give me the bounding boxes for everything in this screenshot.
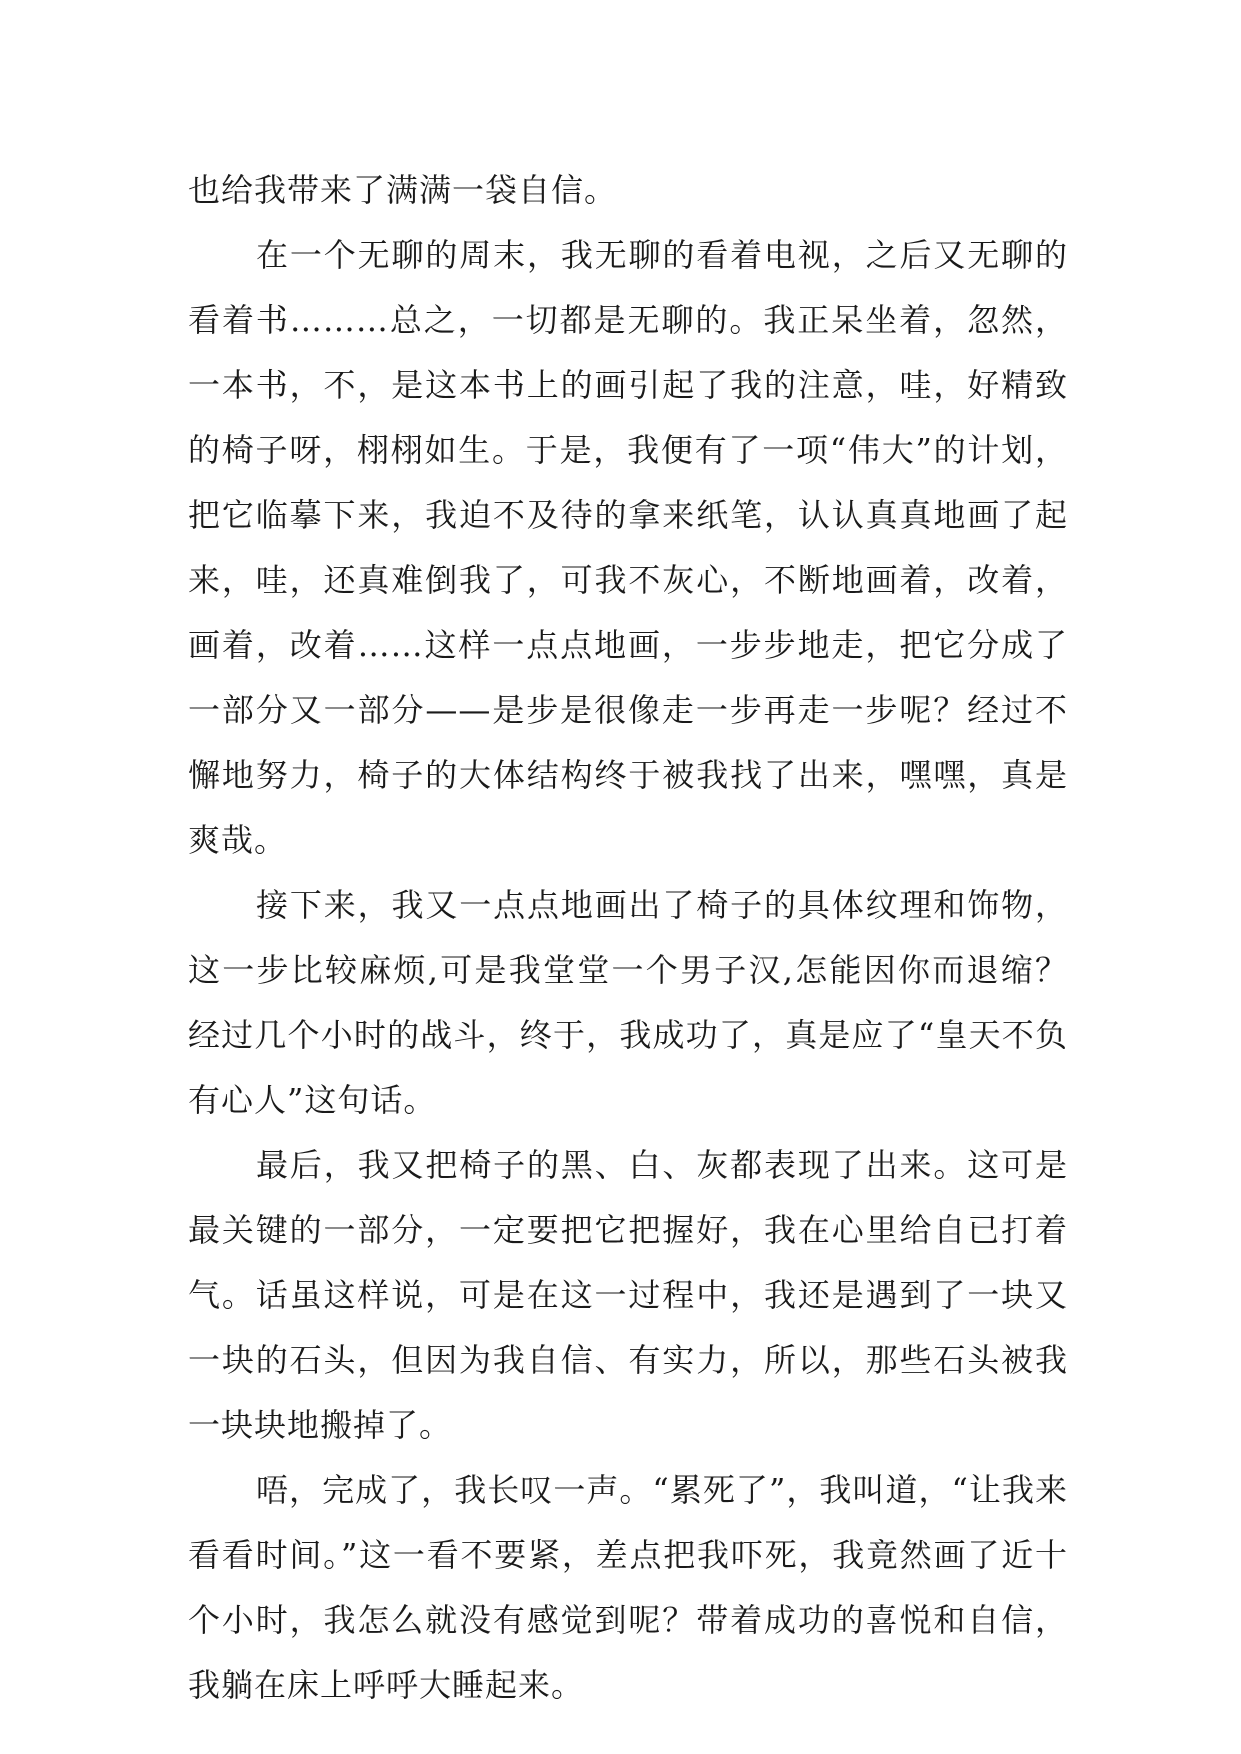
paragraph-5: 唔，完成了，我长叹一声。“累死了”，我叫道，“让我来看看时间。”这一看不要紧，差点把我吓死，我竟然画了近十个小时，我怎么就没有感觉到呢？带着成功的喜悦和自信，我躺在床上呼呼大睡起来。 — [188, 1471, 1068, 1704]
paragraph-4: 最后，我又把椅子的黑、白、灰都表现了出来。这可是最关键的一部分，一定要把它把握好，我在心里给自已打着气。话虽这样说，可是在这一过程中，我还是遇到了一块又一块的石头，但因为我自信、有实力，所以，那些石头被我一块块地搬掉了。 — [188, 1146, 1068, 1444]
document-body — [188, 158, 1068, 1718]
paragraph-2: 在一个无聊的周末，我无聊的看着电视，之后又无聊的看着书………总之，一切都是无聊的。我正呆坐着，忽然，一本书，不，是这本书上的画引起了我的注意，哇，好精致的椅子呀，栩栩如生。于是，我便有了一项“伟大”的计划，把它临摹下来，我迫不及待的拿来纸笔，认认真真地画了起来，哇，还真难倒我了，可我不灰心，不断地画着，改着，画着，改着……这样一点点地画，一步步地走，把它分成了一部分又一部分——是步是很像走一步再走一步呢？经过不懈地努力，椅子的大体结构终于被我找了出来，嘿嘿，真是爽哉。 — [188, 236, 1068, 859]
paragraph-3: 接下来，我又一点点地画出了椅子的具体纹理和饰物，这一步比较麻烦,可是我堂堂一个男子汉,怎能因你而退缩？经过几个小时的战斗，终于，我成功了，真是应了“皇天不负有心人”这句话。 — [188, 886, 1068, 1119]
paragraph-1: 也给我带来了满满一袋自信。 — [188, 171, 618, 209]
